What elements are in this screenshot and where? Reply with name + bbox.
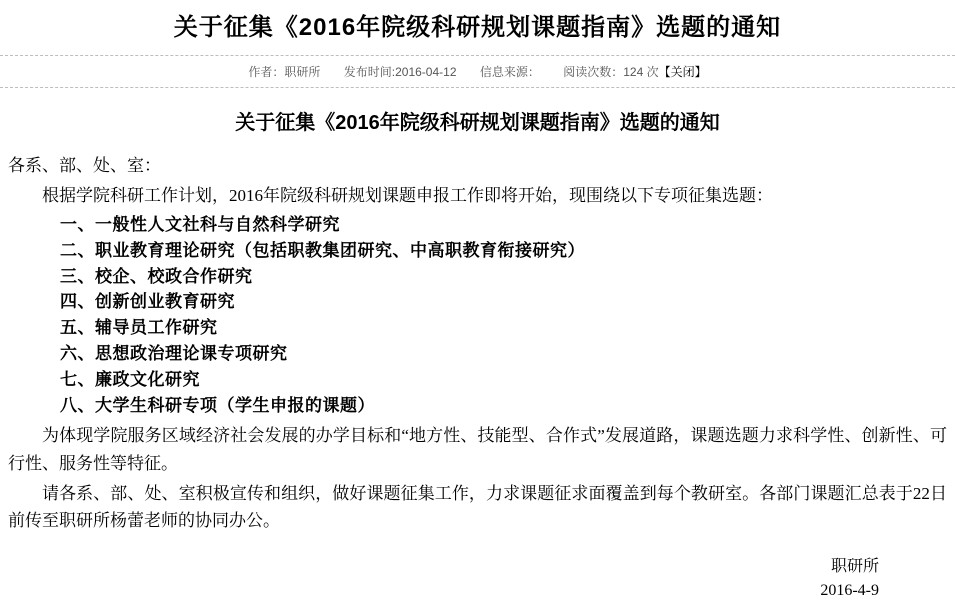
meta-publish-value: 2016-04-12 [395,64,457,79]
list-item: 一、一般性人文社科与自然科学研究 [60,214,340,234]
meta-source-label: 信息来源： [479,64,540,79]
list-item: 七、廉政文化研究 [60,369,200,389]
signature-date: 2016-4-9 [820,581,879,599]
document-salutation: 各系、部、处、室： [8,155,161,175]
document-body [0,110,955,603]
document-subtitle: 关于征集《2016年院级科研规划课题指南》选题的通知 [235,111,720,134]
list-item: 八、大学生科研专项（学生申报的课题） [60,395,375,415]
meta-source [480,65,540,79]
page-title: 关于征集《2016年院级科研规划课题指南》选题的通知 [173,14,782,41]
signature-block [8,555,947,603]
topic-list [8,212,947,419]
list-item: 三、校企、校政合作研究 [60,266,253,286]
list-item: 六、思想政治理论课专项研究 [60,344,288,363]
meta-views-value: 124 次 [623,64,659,79]
meta-publish-label: 发布时间: [343,64,396,79]
list-item: 二、职业教育理论研究（包括职教集团研究、中高职教育衔接研究） [60,240,585,260]
list-item: 四、创新创业教育研究 [60,292,235,312]
article-meta-bar [0,55,955,88]
meta-author-label: 作者： [248,64,285,79]
paragraph-three: 请各系、部、处、室积极宣传和组织，做好课题征集工作，力求课题征求面覆盖到每个教研室。各部门课题汇总表于22日前传至职研所杨蕾老师的协同办公。 [8,483,947,531]
close-window-link[interactable]: 【关闭】 [658,64,707,79]
meta-author-value: 职研所 [284,64,321,79]
meta-views [563,65,706,79]
paragraph-two: 为体现学院服务区域经济社会发展的办学目标和“地方性、技能型、合作式”发展道路，课题选题力求科学性、创新性、可行性、服务性等特征。 [8,426,947,474]
meta-publish [344,65,457,79]
paragraph-intro: 根据学院科研工作计划，2016年院级科研规划课题申报工作即将开始，现围绕以下专项征集选题： [42,186,773,206]
list-item: 五、辅导员工作研究 [60,318,218,338]
meta-author [248,65,320,79]
signature-org: 职研所 [830,557,879,575]
meta-views-label: 阅读次数： [563,64,624,79]
